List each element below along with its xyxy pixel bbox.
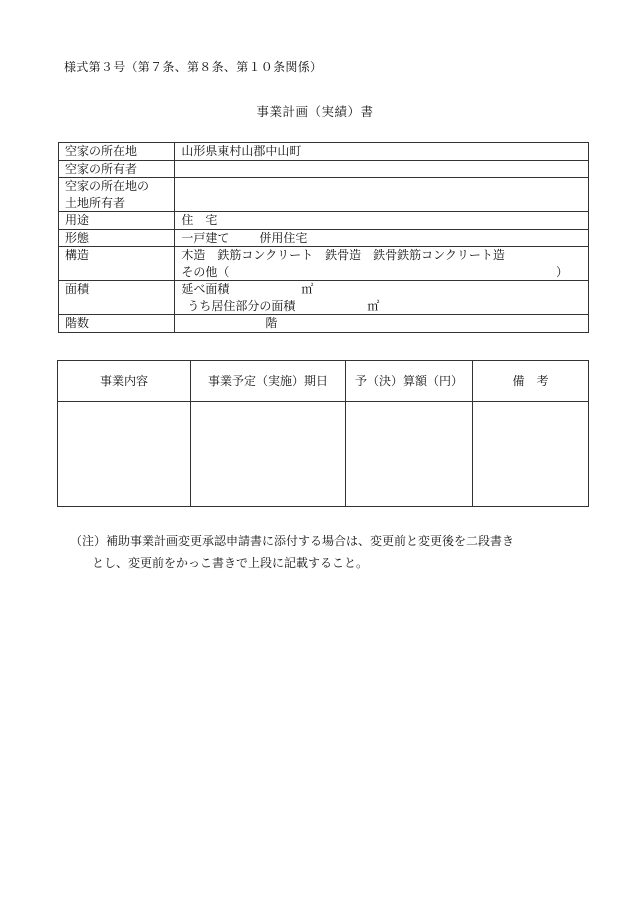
- business-plan-table: [57, 360, 589, 507]
- owner-label: 空家の所有者: [59, 160, 175, 178]
- address-value: 山形県東村山郡中山町: [175, 143, 589, 161]
- form-number: 様式第３号（第７条、第８条、第１０条関係）: [64, 60, 323, 74]
- area-label: 面積: [59, 281, 175, 315]
- table-row: [58, 402, 589, 507]
- table-header-row: [58, 361, 589, 402]
- floors-value: [175, 315, 589, 333]
- table-row: [59, 160, 589, 178]
- structure-value: [175, 247, 589, 281]
- cell-schedule-date: [191, 402, 346, 507]
- header-remarks: 備 考: [473, 361, 589, 402]
- residential-area-label: うち居住部分の面積: [187, 298, 296, 313]
- form-option-mixed-use: 併用住宅: [259, 230, 308, 245]
- property-info-table: [58, 142, 589, 333]
- floors-unit: 階: [265, 316, 278, 330]
- table-row: [59, 212, 589, 230]
- residential-area-line: [181, 298, 582, 315]
- note-line-1: （注）補助事業計画変更承認申請書に添付する場合は、変更前と変更後を二段書き: [70, 534, 515, 548]
- area-value: [175, 281, 589, 315]
- form-option-detached: 一戸建て: [181, 230, 230, 245]
- form-value: [175, 229, 589, 247]
- total-area-label: 延べ面積: [181, 282, 230, 296]
- header-business-content: 事業内容: [58, 361, 191, 402]
- document-title: 事業計画（実績）書: [256, 104, 374, 119]
- residential-area-unit: ㎡: [367, 298, 380, 313]
- address-label: 空家の所在地: [59, 143, 175, 161]
- header-budget-amount: 予（決）算額（円）: [346, 361, 473, 402]
- owner-value: [175, 160, 589, 178]
- table-row: [59, 143, 589, 161]
- structure-other-line: [181, 264, 582, 281]
- form-label: 形態: [59, 229, 175, 247]
- total-area-unit: ㎡: [301, 282, 314, 296]
- structure-options: 木造 鉄筋コンクリート 鉄骨造 鉄骨鉄筋コンクリート造: [181, 248, 505, 262]
- floors-label: 階数: [59, 315, 175, 333]
- note: [70, 530, 590, 574]
- land-owner-label: [59, 178, 175, 212]
- note-line-2: とし、変更前をかっこ書きで上段に記載すること。: [92, 556, 369, 570]
- table-row: [59, 229, 589, 247]
- table-row: [59, 247, 589, 281]
- table-row: [59, 281, 589, 315]
- header-schedule-date: 事業予定（実施）期日: [191, 361, 346, 402]
- cell-business-content: [58, 402, 191, 507]
- structure-close-paren: ）: [555, 264, 568, 279]
- land-owner-label-line-1: 空家の所在地の: [65, 179, 150, 193]
- land-owner-value: [175, 178, 589, 212]
- structure-label: 構造: [59, 247, 175, 281]
- structure-other: その他（: [181, 264, 230, 279]
- cell-budget-amount: [346, 402, 473, 507]
- use-label: 用途: [59, 212, 175, 230]
- table-row: [59, 178, 589, 212]
- cell-remarks: [473, 402, 589, 507]
- table-row: [59, 315, 589, 333]
- use-value: 住 宅: [175, 212, 589, 230]
- total-area-line: [181, 281, 582, 298]
- land-owner-label-line-2: 土地所有者: [65, 195, 126, 210]
